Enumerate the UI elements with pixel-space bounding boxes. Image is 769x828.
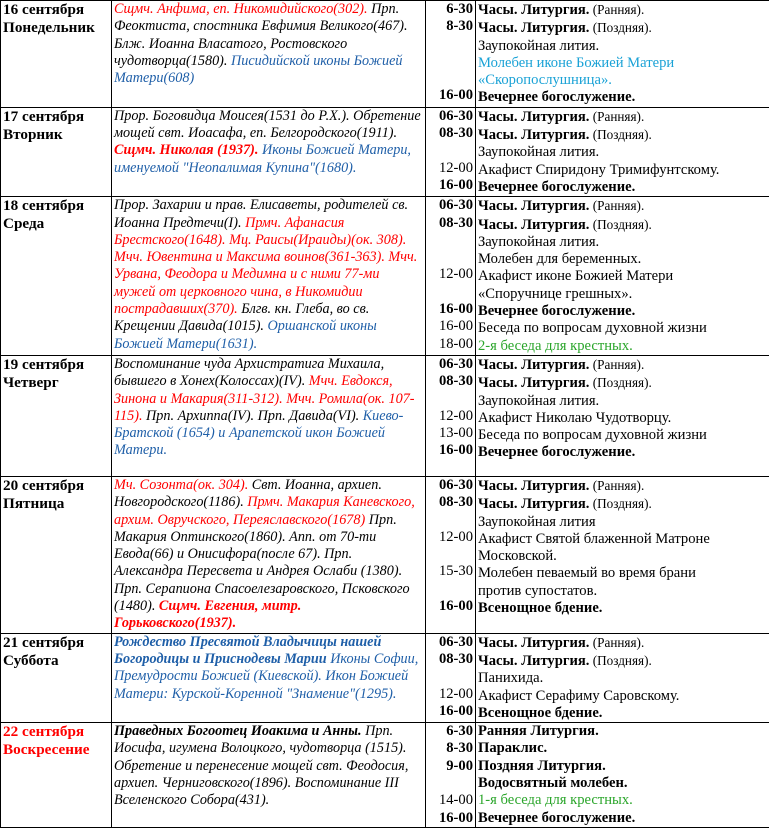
service-time: 6-30 — [428, 723, 473, 740]
day-weekday: Четверг — [3, 374, 109, 392]
saints-cell — [112, 107, 426, 196]
service-time: 16-00 — [428, 598, 473, 615]
service-time: 14-00 — [428, 792, 473, 809]
service-item — [478, 268, 767, 285]
service-text: Часы. Литургия. — [478, 2, 589, 18]
service-item — [478, 393, 767, 410]
service-time: 6-30 — [428, 1, 473, 18]
service-time: 12-00 — [428, 266, 473, 283]
service-text: Акафист Серафиму Саровскому. — [478, 688, 679, 704]
service-item — [478, 251, 767, 268]
saint-text: Сщмч. Евгения, митр. Горьковского(1937). — [114, 598, 301, 631]
service-time — [428, 70, 473, 87]
service-item — [478, 216, 767, 234]
day-cell — [1, 633, 112, 722]
service-item — [478, 72, 767, 89]
service-text: 1-я беседа для крестных. — [478, 792, 633, 808]
service-text: Московской. — [478, 548, 557, 564]
service-time — [428, 36, 473, 53]
saint-text: Прп. Макария Оптинского(1860). Апп. от 70-ти Евода(66) и Онисифора(после 67). Прп. Александра Пересвета и Андрея Ослаби (1380). Прп. Серапиона Спасоелезаровского, Псковского (1480). — [114, 512, 410, 614]
service-item — [478, 792, 767, 809]
service-text: Часы. Литургия. — [478, 20, 589, 36]
day-row — [1, 1, 769, 108]
day-row — [1, 107, 769, 196]
service-time — [428, 668, 473, 685]
service-item — [478, 670, 767, 687]
day-row — [1, 476, 769, 633]
service-item — [478, 775, 767, 792]
day-weekday: Вторник — [3, 126, 109, 144]
times-cell — [426, 476, 476, 633]
service-text: Молебен для беременных. — [478, 251, 641, 267]
service-text: (Поздняя). — [589, 653, 651, 668]
service-time: 16-00 — [428, 87, 473, 104]
service-item — [478, 477, 767, 495]
service-time: 13-00 — [428, 425, 473, 442]
service-text: (Ранняя). — [589, 478, 644, 493]
service-item — [478, 162, 767, 179]
service-text: (Ранняя). — [589, 109, 644, 124]
events-cell — [476, 355, 769, 476]
saints-cell — [112, 476, 426, 633]
service-text: (Поздняя). — [589, 496, 651, 511]
day-cell — [1, 1, 112, 108]
service-text: 2-я беседа для крестных. — [478, 338, 633, 354]
service-item — [478, 740, 767, 757]
service-time: 18-00 — [428, 336, 473, 353]
service-time: 8-30 — [428, 18, 473, 35]
service-text: Заупокойная лития. — [478, 144, 599, 160]
day-date: 19 сентября — [3, 356, 109, 374]
day-weekday: Суббота — [3, 652, 109, 670]
service-time: 06-30 — [428, 197, 473, 214]
service-item — [478, 338, 767, 355]
service-text: «Скоропослушница». — [478, 72, 612, 88]
times-cell — [426, 633, 476, 722]
service-time: 16-00 — [428, 177, 473, 194]
service-item — [478, 514, 767, 531]
service-text: Акафист Николаю Чудотворцу. — [478, 410, 671, 426]
saint-text: Прп. Феоктиста, спостника Евфимия Великого(467). Блж. Иоанна Власатого, Ростовского чудотворца(1580). — [114, 1, 408, 69]
service-item — [478, 531, 767, 548]
events-cell — [476, 476, 769, 633]
service-time: 12-00 — [428, 408, 473, 425]
service-item — [478, 1, 767, 19]
service-time: 12-00 — [428, 160, 473, 177]
times-cell — [426, 197, 476, 356]
day-cell — [1, 107, 112, 196]
service-text: Часы. Литургия. — [478, 375, 589, 391]
service-text: против супостатов. — [478, 583, 597, 599]
day-row — [1, 197, 769, 356]
service-time — [428, 391, 473, 408]
service-text: Акафист Святой блаженной Матроне — [478, 531, 710, 547]
saint-text: Свт. Иоанна, архиеп. Новгородского(1186). — [114, 477, 382, 510]
service-time: 16-00 — [428, 810, 473, 827]
service-text: Заупокойная лития. — [478, 38, 599, 54]
service-time: 06-30 — [428, 108, 473, 125]
service-text: Беседа по вопросам духовной жизни — [478, 320, 707, 336]
service-text: Молебен певаемый во время брани — [478, 565, 696, 581]
service-time — [428, 775, 473, 792]
saint-text: Прмч. Макария Каневского, архим. Овручского, Переяславского(1678) — [114, 494, 415, 527]
service-time — [428, 232, 473, 249]
service-item — [478, 144, 767, 161]
saint-text: Оршанской иконы Божией Матери(1631). — [114, 318, 377, 351]
saints-cell — [112, 633, 426, 722]
service-item — [478, 810, 767, 827]
service-item — [478, 303, 767, 320]
service-text: Часы. Литургия. — [478, 198, 589, 214]
service-item — [478, 565, 767, 582]
day-date: 17 сентября — [3, 108, 109, 126]
service-time — [428, 53, 473, 70]
schedule-body — [1, 1, 769, 828]
service-item — [478, 444, 767, 461]
times-cell — [426, 355, 476, 476]
saint-text: Блгв. кн. Глеба, во св. Крещении Давида(1015). — [114, 301, 369, 334]
service-text: Часы. Литургия. — [478, 653, 589, 669]
service-item — [478, 410, 767, 427]
service-time: 16-00 — [428, 442, 473, 459]
service-item — [478, 495, 767, 513]
day-date: 20 сентября — [3, 477, 109, 495]
service-text: Часы. Литургия. — [478, 635, 589, 651]
service-time: 08-30 — [428, 215, 473, 232]
service-text: Ранняя Литургия. — [478, 723, 599, 739]
service-item — [478, 583, 767, 600]
saint-text: Иконы Софии, Премудрости Божией (Киевской). Икон Божией Матери: Курской-Коренной "Знамение"(1295). — [114, 651, 418, 702]
service-text: «Споручнице грешных». — [478, 286, 632, 302]
service-text: Молебен иконе Божией Матери — [478, 55, 674, 71]
saint-text: Прор. Захарии и прав. Елисаветы, родителей св. Иоанна Предтечи(I). — [114, 197, 408, 230]
service-item — [478, 758, 767, 775]
service-text: (Ранняя). — [589, 635, 644, 650]
service-time: 08-30 — [428, 494, 473, 511]
service-time: 08-30 — [428, 125, 473, 142]
service-time: 16-00 — [428, 703, 473, 720]
service-item — [478, 723, 767, 740]
service-text: Панихида. — [478, 670, 543, 686]
service-text: Вечернее богослужение. — [478, 179, 635, 195]
service-text: Часы. Литургия. — [478, 478, 589, 494]
service-item — [478, 356, 767, 374]
service-text: Часы. Литургия. — [478, 496, 589, 512]
events-cell — [476, 197, 769, 356]
service-time: 15-30 — [428, 563, 473, 580]
service-item — [478, 634, 767, 652]
service-time: 06-30 — [428, 634, 473, 651]
times-cell — [426, 107, 476, 196]
saint-text: Праведных Богоотец Иоакима и Анны. — [114, 723, 362, 739]
service-time: 16-00 — [428, 301, 473, 318]
saint-text: Сщмч. Николая (1937). — [114, 142, 258, 158]
service-time: 12-00 — [428, 529, 473, 546]
service-item — [478, 688, 767, 705]
service-item — [478, 286, 767, 303]
service-text: Вечернее богослужение. — [478, 810, 635, 826]
service-time: 06-30 — [428, 356, 473, 373]
day-weekday: Понедельник — [3, 19, 109, 37]
service-item — [478, 320, 767, 337]
saint-text: Киево-Братской (1654) и Арапетской икон Божией Матери. — [114, 408, 403, 459]
saint-text: Прмч. Афанасия Брестского(1648). Мц. Раисы(Ираиды)(ок. 308). Мчч. Ювентина и Максима воинов(361-363). Мчч. Урвана, Феодора и Медимна и с ними 77-ми мужей от церковного чина, в Никомидии пострадавших(370). — [114, 215, 417, 317]
times-cell — [426, 1, 476, 108]
service-item — [478, 374, 767, 392]
saints-cell — [112, 1, 426, 108]
events-cell — [476, 1, 769, 108]
service-text: Часы. Литургия. — [478, 357, 589, 373]
events-cell — [476, 633, 769, 722]
day-date: 21 сентября — [3, 634, 109, 652]
service-item — [478, 427, 767, 444]
service-text: (Поздняя). — [589, 217, 651, 232]
saints-cell — [112, 355, 426, 476]
service-item — [478, 108, 767, 126]
service-item — [478, 600, 767, 617]
service-item — [478, 234, 767, 251]
saint-text: Мч. Созонта(ок. 304). — [114, 477, 248, 493]
service-time — [428, 284, 473, 301]
day-row — [1, 633, 769, 722]
day-weekday: Пятница — [3, 495, 109, 513]
service-text: Вечернее богослужение. — [478, 303, 635, 319]
day-cell — [1, 197, 112, 356]
day-date: 16 сентября — [3, 1, 109, 19]
service-time: 08-30 — [428, 373, 473, 390]
saint-text: Писидийской иконы Божией Матери(608) — [114, 53, 402, 86]
service-item — [478, 19, 767, 37]
saint-text: Мчч. Евдокся, Зинона и Макария(311-312). Мчч. Ромила(ок. 107-115). — [114, 373, 415, 424]
service-item — [478, 548, 767, 565]
service-item — [478, 652, 767, 670]
service-text: Часы. Литургия. — [478, 217, 589, 233]
service-item — [478, 126, 767, 144]
saint-text: Прор. Боговидца Моисея(1531 до Р.Х.). Обретение мощей свт. Иоасафа, еп. Белгородского(1911). — [114, 108, 421, 141]
service-text: Заупокойная лития — [478, 514, 596, 530]
service-text: Часы. Литургия. — [478, 127, 589, 143]
service-text: (Ранняя). — [589, 198, 644, 213]
service-text: Всенощное бдение. — [478, 705, 602, 721]
service-text: Беседа по вопросам духовной жизни — [478, 427, 707, 443]
service-time — [428, 512, 473, 529]
service-item — [478, 89, 767, 106]
service-text: Поздняя Литургия. — [478, 758, 606, 774]
service-time: 16-00 — [428, 318, 473, 335]
service-text: Часы. Литургия. — [478, 109, 589, 125]
service-time: 06-30 — [428, 477, 473, 494]
service-text: Заупокойная лития. — [478, 234, 599, 250]
saint-text: Сщмч. Анфима, еп. Никомидийского(302). — [114, 1, 368, 17]
saint-text: Прп. Архиппа(IV). Прп. Давида(VI). — [143, 408, 363, 424]
service-item — [478, 38, 767, 55]
events-cell — [476, 107, 769, 196]
service-time — [428, 581, 473, 598]
saint-text: Воспоминание чуда Архистратига Михаила, бывшего в Хонех(Колоссах)(IV). — [114, 356, 384, 389]
saints-cell — [112, 197, 426, 356]
day-weekday: Среда — [3, 215, 109, 233]
service-text: Акафист иконе Божией Матери — [478, 268, 673, 284]
service-text: Заупокойная лития. — [478, 393, 599, 409]
day-cell — [1, 476, 112, 633]
day-row — [1, 355, 769, 476]
day-cell — [1, 355, 112, 476]
service-time — [428, 142, 473, 159]
saint-text: Иконы Божией Матери, именуемой "Неопалимая Купина"(1680). — [114, 142, 411, 175]
service-text: Акафист Спиридону Тримифунтскому. — [478, 162, 719, 178]
service-text: (Поздняя). — [589, 127, 651, 142]
service-text: Всенощное бдение. — [478, 600, 602, 616]
service-text: (Ранняя). — [589, 2, 644, 17]
saint-text: Прп. Иосифа, игумена Волоцкого, чудотворца (1515). Обретение и перенесение мощей свт. Феодосия, архиеп. Черниговского(1896). Воспоминание III Вселенского Собора(431). — [114, 723, 408, 808]
service-time: 12-00 — [428, 686, 473, 703]
service-item — [478, 197, 767, 215]
service-item — [478, 55, 767, 72]
service-text: Вечернее богослужение. — [478, 89, 635, 105]
service-time — [428, 546, 473, 563]
day-date: 18 сентября — [3, 197, 109, 215]
day-weekday: Воскресение — [3, 741, 109, 759]
day-date: 22 сентября — [3, 723, 109, 741]
service-item — [478, 705, 767, 722]
saint-text: Рождество Пресвятой Владычицы нашей Богородицы и Приснодевы Марии — [114, 634, 381, 667]
service-time: 8-30 — [428, 740, 473, 757]
service-item — [478, 179, 767, 196]
service-time: 9-00 — [428, 758, 473, 775]
service-time — [428, 249, 473, 266]
service-text: Водосвятный молебен. — [478, 775, 628, 791]
service-time: 08-30 — [428, 651, 473, 668]
service-text: (Поздняя). — [589, 375, 651, 390]
service-text: Параклис. — [478, 740, 547, 756]
service-text: Вечернее богослужение. — [478, 444, 635, 460]
service-text: (Ранняя). — [589, 357, 644, 372]
service-text: (Поздняя). — [589, 20, 651, 35]
